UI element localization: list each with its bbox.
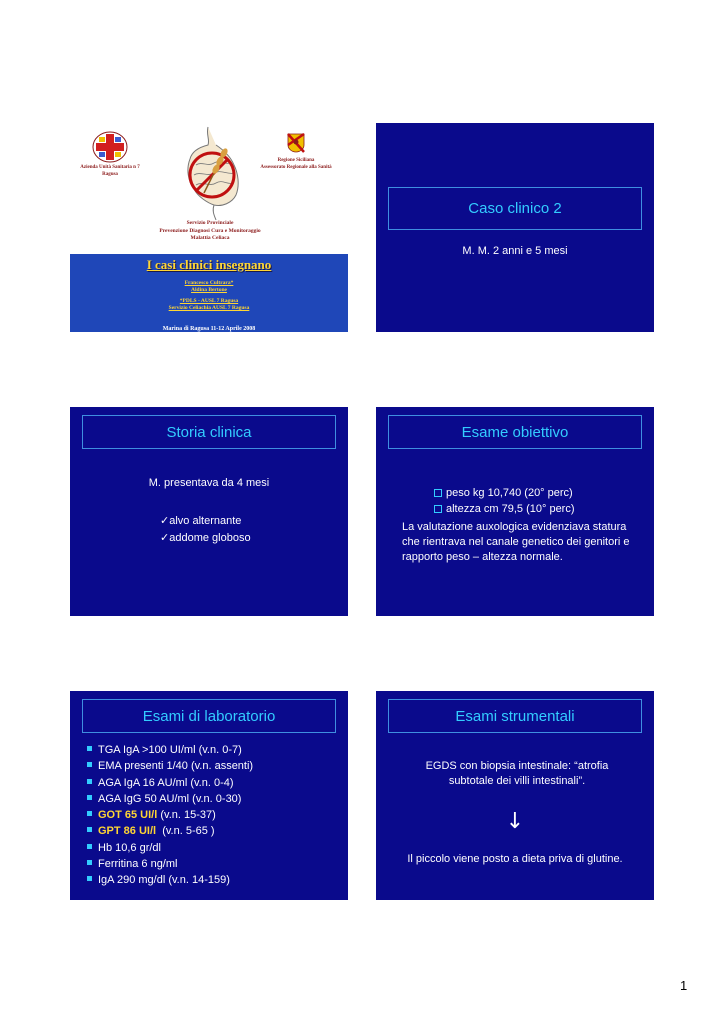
asl-logo-icon [92,131,128,163]
symptom-list [160,513,251,547]
bullet-icon [87,811,92,816]
list-item: AGA IgG 50 AU/ml (v.n. 0-30) [87,791,253,807]
patient-info: M. M. 2 anni e 5 mesi [462,245,568,257]
intestine-wheat-icon [178,125,246,221]
slide-title-box: Esami strumentali [388,699,642,733]
asl-name: Azienda Unità Sanitaria n 7 Ragusa [80,165,140,177]
slide-storia-clinica [70,407,348,616]
list-item: ✓alvo alternante [160,515,242,527]
slide-title [70,123,348,332]
check-icon: ✓ [160,532,170,544]
auxology-paragraph: La valutazione auxologica evidenziava statura che rientrava nel canale genetico dei genitori e rapporto peso – altezza normale. [402,521,630,563]
list-item: Ferritina 6 ng/ml [87,856,253,872]
square-bullet-icon [434,505,442,513]
check-icon: ✓ [160,515,170,527]
slide-title-box: Storia clinica [82,415,336,449]
list-item: altezza cm 79,5 (10° perc) [434,501,575,517]
region-name: Regione Siciliana Assessorato Regionale alla Sanità [260,158,332,170]
list-item-gpt: GPT 86 UI/l (v.n. 5-65 ) [87,823,253,839]
slide-esame-obiettivo [376,407,654,616]
list-item-got: GOT 65 UI/l (v.n. 15-37) [87,807,253,823]
square-bullet-icon [434,489,442,497]
lab-results-list [87,742,253,889]
list-item: IgA 290 mg/dl (v.n. 14-159) [87,872,253,888]
list-item: AGA IgA 16 AU/ml (v.n. 0-4) [87,775,253,791]
bullet-icon [87,876,92,881]
slide-title-box: Esame obiettivo [388,415,642,449]
slide-esami-laboratorio [70,691,348,900]
event-date: Marina di Ragusa 11-12 Aprile 2008 [162,326,256,332]
presentation-title: I casi clinici insegnano [146,257,272,272]
authors: Francesco Cultrara* Aldina Bertone [184,280,234,293]
list-item: ✓addome globoso [160,532,251,544]
bullet-icon [87,827,92,832]
slide-title-box: Esami di laboratorio [82,699,336,733]
bullet-icon [87,779,92,784]
list-item: peso kg 10,740 (20° perc) [434,485,575,501]
slide-title-box: Caso clinico 2 [388,187,642,230]
service-name: Servizio Provinciale Prevenzione Diagnosi Cura e Monitoraggio Malattia Celiaca [159,220,261,241]
bullet-icon [87,795,92,800]
title-band [70,254,348,332]
bullet-icon [87,844,92,849]
page-number: 1 [680,978,688,993]
history-intro: M. presentava da 4 mesi [148,477,270,489]
measurement-list [434,485,575,517]
bullet-icon [87,762,92,767]
slide-esami-strumentali [376,691,654,900]
affiliation: *PDLS - AUSL 7 Ragusa Servizio Celiachia AUSL 7 Ragusa [168,298,250,311]
slide-caso-clinico [376,123,654,332]
egds-paragraph: EGDS con biopsia intestinale: “atrofia subtotale dei villi intestinali”. [425,760,609,787]
conclusion-text: Il piccolo viene posto a dieta priva di glutine. [407,853,623,865]
bullet-icon [87,746,92,751]
bullet-icon [87,860,92,865]
list-item: EMA presenti 1/40 (v.n. assenti) [87,758,253,774]
list-item: Hb 10,6 gr/dl [87,840,253,856]
sicily-region-logo-icon [287,133,305,153]
list-item: TGA IgA >100 UI/ml (v.n. 0-7) [87,742,253,758]
down-arrow-icon: ↓ [505,809,525,834]
